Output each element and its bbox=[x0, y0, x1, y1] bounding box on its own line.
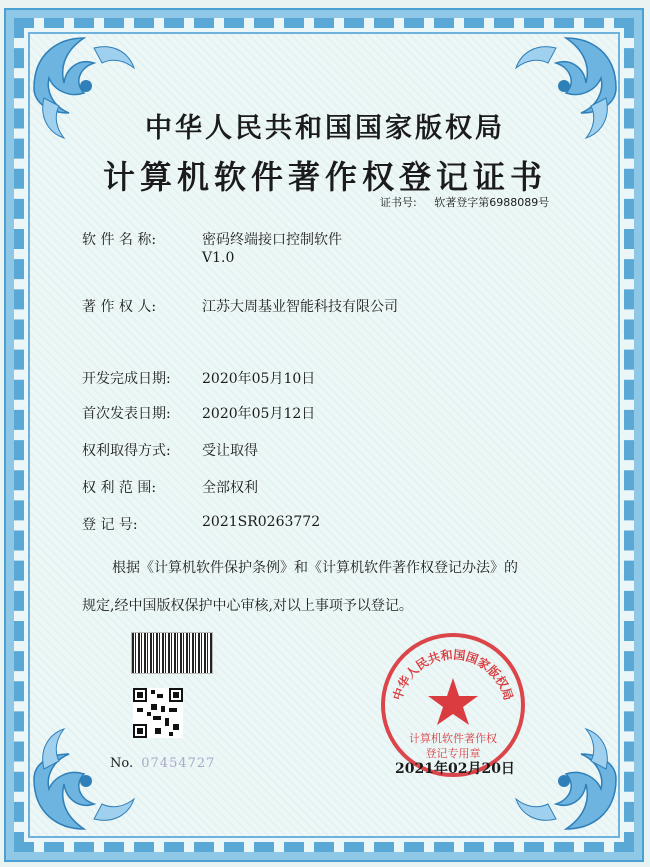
field-publish-date bbox=[82, 403, 316, 423]
seal-inner-line2: 登记专用章 bbox=[425, 747, 481, 760]
field-value: 江苏大周基业智能科技有限公司 bbox=[202, 299, 398, 315]
field-software-name bbox=[82, 229, 342, 266]
serial-value: 07454727 bbox=[141, 756, 216, 771]
certificate-number-value: 软著登字第6988089号 bbox=[434, 196, 550, 209]
field-value: 受让取得 bbox=[202, 443, 258, 459]
field-registration-number bbox=[82, 514, 321, 534]
seal-outer-text: 中华人民共和国国家版权局 bbox=[390, 647, 516, 702]
field-label: 权利取得方式: bbox=[82, 443, 171, 459]
field-value: 2020年05月10日 bbox=[202, 371, 316, 387]
field-label: 首次发表日期: bbox=[82, 406, 171, 422]
serial-prefix: No. bbox=[110, 756, 134, 771]
certificate-number-label: 证书号: bbox=[380, 196, 417, 209]
serial-number bbox=[110, 756, 215, 771]
statement-line-2: 规定,经中国版权保护中心审核,对以上事项予以登记。 bbox=[82, 598, 413, 614]
field-completion-date bbox=[82, 368, 316, 388]
field-rights-scope bbox=[82, 477, 258, 497]
field-label: 软 件 名 称: bbox=[82, 232, 157, 248]
field-value: 全部权利 bbox=[202, 480, 258, 496]
qr-code-icon bbox=[133, 688, 183, 738]
seal-inner-line1: 计算机软件著作权 bbox=[409, 732, 497, 745]
certificate-number bbox=[380, 194, 549, 210]
field-acquisition-method bbox=[82, 440, 258, 460]
field-copyright-owner bbox=[82, 296, 398, 316]
issue-date: 2021年02月20日 bbox=[395, 761, 515, 777]
barcode-icon bbox=[131, 632, 213, 674]
statement-line-1: 根据《计算机软件保护条例》和《计算机软件著作权登记办法》的 bbox=[112, 560, 518, 576]
field-version: V1.0 bbox=[202, 250, 235, 266]
certificate-title: 计算机软件著作权登记证书 bbox=[102, 158, 547, 196]
field-value: 密码终端接口控制软件 bbox=[202, 232, 342, 248]
issuer-title: 中华人民共和国国家版权局 bbox=[145, 113, 505, 144]
corner-ornament-icon bbox=[24, 719, 144, 839]
field-value: 2020年05月12日 bbox=[202, 406, 316, 422]
field-label: 著 作 权 人: bbox=[82, 299, 157, 315]
field-label: 权 利 范 围: bbox=[82, 480, 157, 496]
field-label: 登 记 号: bbox=[82, 517, 138, 533]
field-value: 2021SR0263772 bbox=[202, 514, 321, 530]
field-label: 开发完成日期: bbox=[82, 371, 171, 387]
